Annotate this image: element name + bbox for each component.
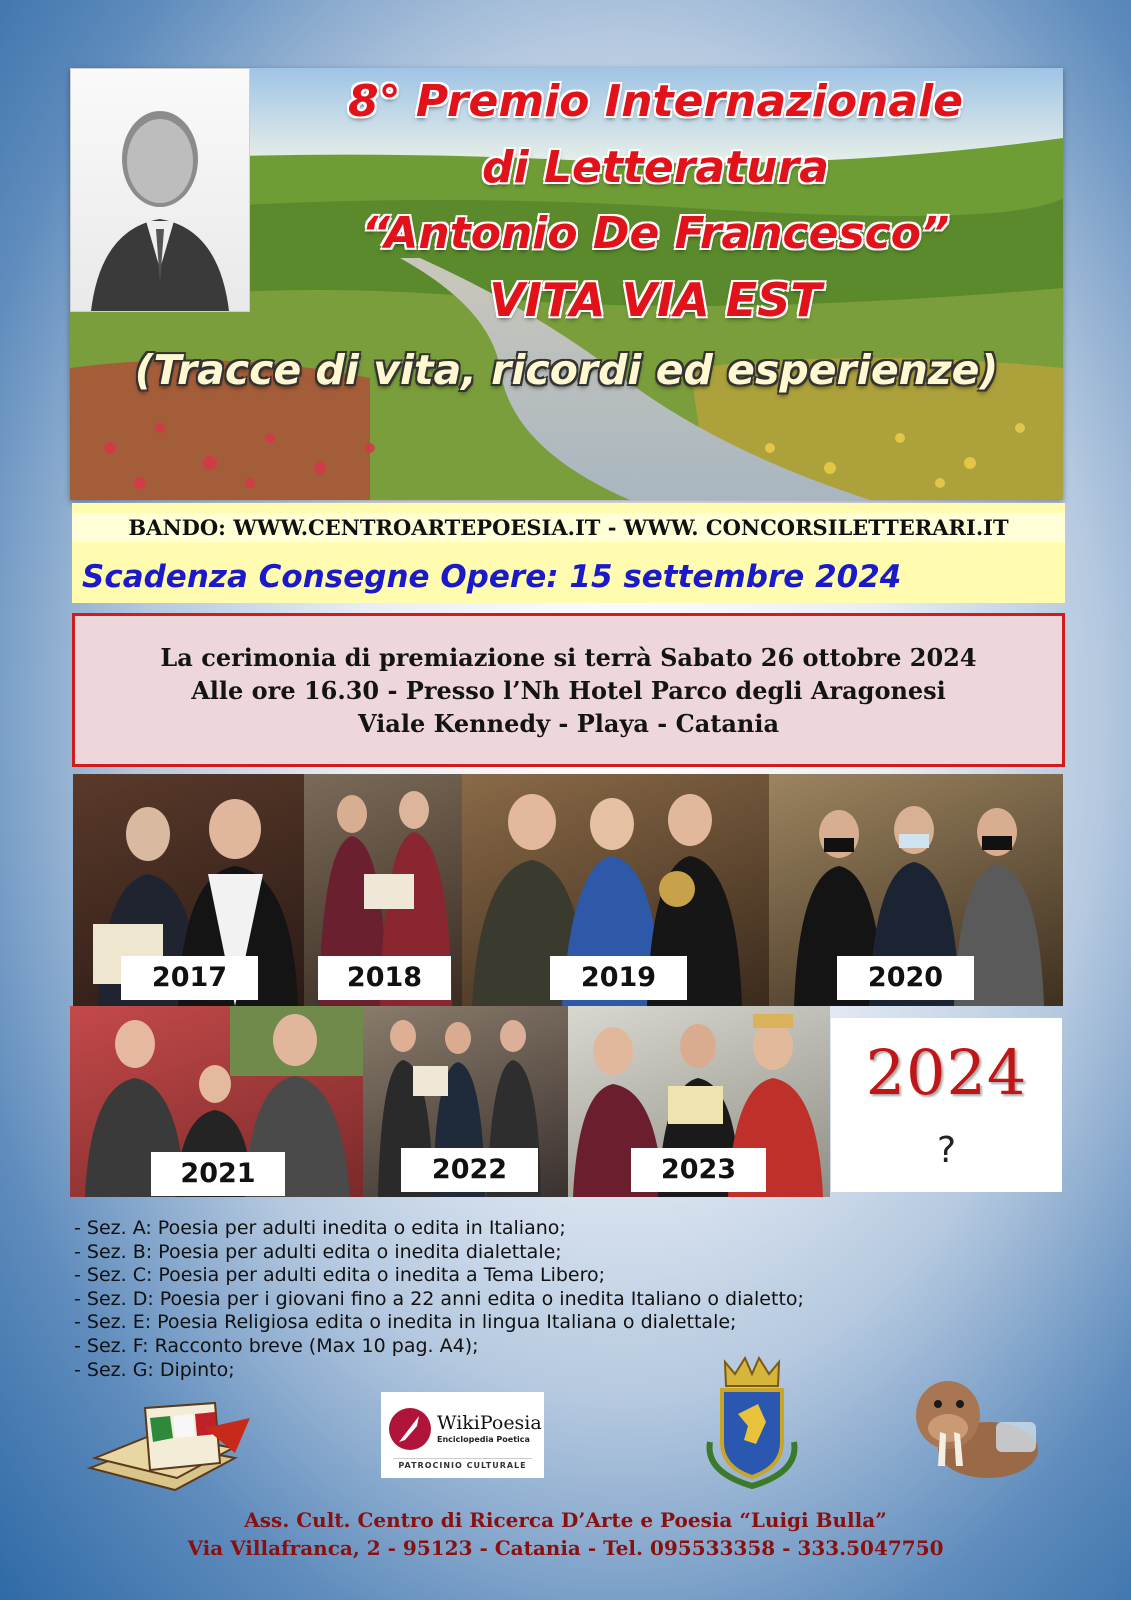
ceremony-box bbox=[72, 613, 1065, 767]
year-2018-label: 2018 bbox=[318, 956, 451, 1000]
photo-2021 bbox=[70, 1006, 363, 1197]
man-portrait-icon bbox=[71, 69, 249, 311]
title-line-1: 8° Premio Internazionale bbox=[348, 76, 963, 127]
section-item: - Sez. B: Poesia per adulti edita o inedita dialettale; bbox=[74, 1240, 562, 1263]
section-item: - Sez. C: Poesia per adulti edita o inedita a Tema Libero; bbox=[74, 1264, 606, 1287]
section-item: - Sez. A: Poesia per adulti inedita o edita in Italiano; bbox=[74, 1217, 566, 1239]
walrus-mascot-icon bbox=[908, 1370, 1043, 1482]
title-line-4: VITA VIA EST bbox=[489, 273, 822, 327]
books-scroll-icon bbox=[85, 1398, 255, 1493]
wikipoesia-logo bbox=[381, 1392, 544, 1478]
year-2019-label: 2019 bbox=[550, 956, 687, 1000]
year-2017-label: 2017 bbox=[121, 956, 258, 1000]
photo-2020 bbox=[769, 774, 1063, 1006]
section-item: - Sez. G: Dipinto; bbox=[74, 1358, 235, 1381]
photo-2018 bbox=[304, 774, 462, 1006]
title-line-3: “Antonio De Francesco” bbox=[361, 208, 950, 259]
wiki-subtitle: Enciclopedia Poetica bbox=[437, 1435, 530, 1444]
city-crest-icon bbox=[700, 1352, 804, 1490]
deadline-text: Scadenza Consegne Opere: 15 settembre 2024 bbox=[82, 559, 902, 595]
wiki-title: WikiPoesia bbox=[437, 1412, 542, 1434]
footer-address: Via Villafranca, 2 - 95123 - Catania - Tel. 095533358 - 333.5047750 bbox=[187, 1536, 944, 1560]
year-2020-label: 2020 bbox=[837, 956, 974, 1000]
quill-circle-icon bbox=[387, 1406, 433, 1452]
section-item: - Sez. F: Racconto breve (Max 10 pag. A4); bbox=[74, 1334, 479, 1357]
wiki-patronage: PATROCINIO CULTURALE bbox=[393, 1458, 532, 1470]
hero-banner bbox=[70, 68, 1063, 500]
year-2023-label: 2023 bbox=[631, 1148, 766, 1192]
bando-band bbox=[72, 503, 1065, 603]
section-item: - Sez. E: Poesia Religiosa edita o inedita in lingua Italiana o dialettale; bbox=[74, 1311, 737, 1334]
ceremony-line-3: Viale Kennedy - Playa - Catania bbox=[357, 708, 780, 738]
subtitle: (Tracce di vita, ricordi ed esperienze) bbox=[134, 346, 999, 394]
bando-websites: BANDO: WWW.CENTROARTEPOESIA.IT - WWW. CONCORSILETTERARI.IT bbox=[72, 513, 1065, 542]
title-line-2: di Letteratura bbox=[482, 142, 829, 193]
portrait-photo bbox=[70, 68, 250, 312]
ceremony-line-2: Alle ore 16.30 - Presso l’Nh Hotel Parco degli Aragonesi bbox=[191, 675, 946, 705]
year-2022-label: 2022 bbox=[401, 1148, 538, 1192]
footer-association: Ass. Cult. Centro di Ricerca D’Arte e Poesia “Luigi Bulla” bbox=[244, 1508, 887, 1532]
year-2021-label: 2021 bbox=[151, 1152, 285, 1196]
year-2024-label: 2024 bbox=[865, 1036, 1028, 1109]
edition-2024-placeholder bbox=[831, 1018, 1062, 1192]
section-item: - Sez. D: Poesia per i giovani fino a 22 anni edita o inedita Italiano o dialetto; bbox=[74, 1287, 804, 1310]
footer bbox=[0, 1506, 1131, 1562]
ceremony-line-1: La cerimonia di premiazione si terrà Sabato 26 ottobre 2024 bbox=[160, 642, 977, 672]
photo-2022 bbox=[363, 1006, 568, 1197]
photo-2017 bbox=[73, 774, 304, 1006]
photo-2019 bbox=[462, 774, 769, 1006]
year-2024-question-mark: ? bbox=[936, 1130, 957, 1171]
sections-list bbox=[74, 1217, 804, 1382]
photo-2023 bbox=[568, 1006, 830, 1197]
